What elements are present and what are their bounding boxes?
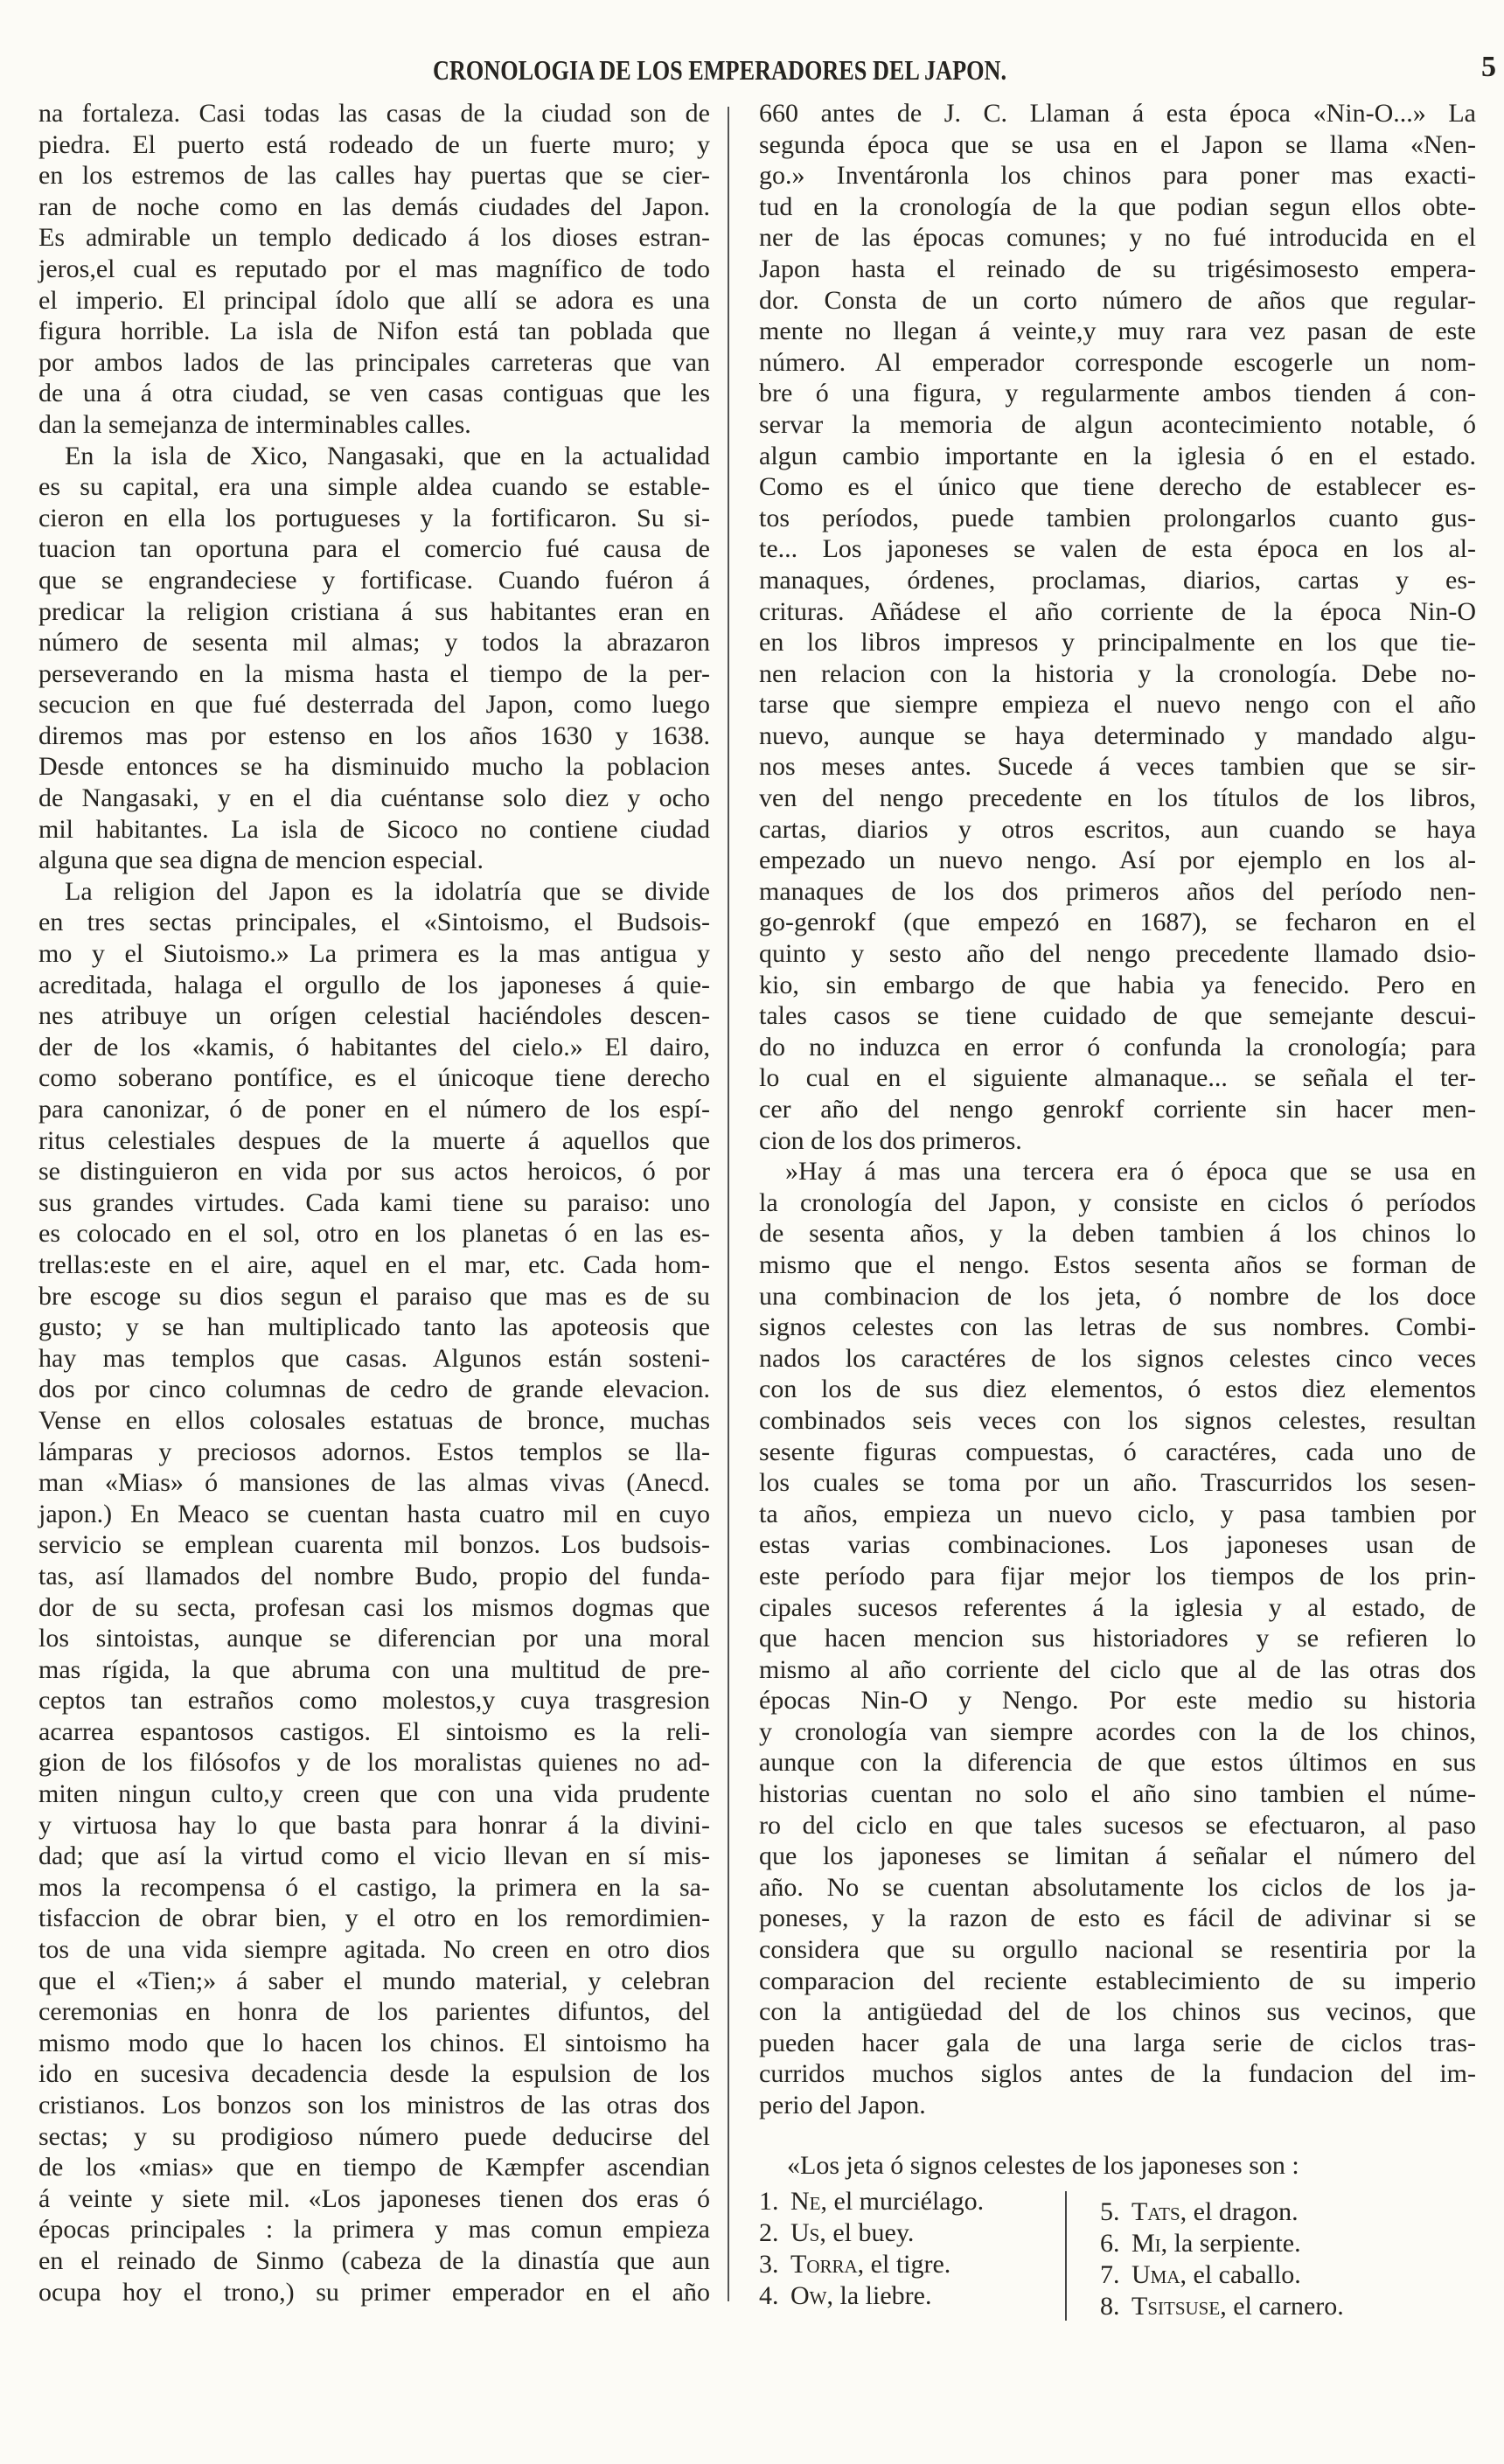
text-line: se distinguieron en vida por sus actos heroicos, ó por: [38, 1157, 710, 1187]
sign-item: [759, 2280, 984, 2312]
sign-meaning: , la liebre.: [826, 2281, 932, 2310]
text-line: ceremonias en honra de los parientes difuntos, del: [38, 1997, 710, 2027]
text-line: en el reinado de Sinmo (cabeza de la dinastía que aun: [38, 2245, 710, 2275]
text-line: mismo modo que lo hacen los chinos. El sintoismo ha: [38, 2028, 710, 2057]
text-line: es su capital, era una simple aldea cuando se estable-: [38, 472, 710, 502]
text-line: lo cual en el siguiente almanaque... se señala el ter-: [759, 1063, 1476, 1093]
text-line: mente no llegan á veinte,y muy rara vez pasan de este: [759, 317, 1476, 346]
text-line: »Hay á mas una tercera era ó época que se usa en: [785, 1157, 1476, 1187]
text-line: número. Al emperador corresponde escogerle un nom-: [759, 347, 1476, 377]
sign-number: 2.: [759, 2218, 779, 2247]
text-line: algun cambio importante en la iglesia ó en el estado.: [759, 441, 1476, 470]
sign-number: 6.: [1100, 2229, 1120, 2258]
text-line: de Nangasaki, y en el dia cuéntanse solo diez y ocho: [38, 783, 710, 813]
text-line: ido en sucesiva decadencia desde la espulsion de los: [38, 2059, 710, 2089]
text-line: Es admirable un templo dedicado á los dioses estran-: [38, 223, 710, 253]
text-line: de una á otra ciudad, se ven casas contiguas que les: [38, 379, 710, 408]
text-line: nuevo, aunque se haya determinado y mandado algu-: [759, 720, 1476, 750]
signs-list-a: [759, 2186, 984, 2312]
text-line: es colocado en el sol, otro en los planetas ó en las es-: [38, 1219, 710, 1249]
text-line: con la antigüedad del de los chinos sus vecinos, que: [759, 1997, 1476, 2027]
sign-name: Ow: [790, 2281, 827, 2310]
text-line: que se engrandeciese y fortificase. Cuando fuéron á: [38, 565, 710, 595]
text-line: dor de su secta, profesan casi los mismos dogmas que: [38, 1592, 710, 1622]
text-line: diremos mas por estenso en los años 1630 y 1638.: [38, 720, 710, 750]
text-line: miten ningun culto,y creen que con una vida prudente: [38, 1779, 710, 1809]
text-line: el imperio. El principal ídolo que allí se adora es una: [38, 285, 710, 315]
text-line: servicio se emplean cuarenta mil bonzos. Los budsois-: [38, 1530, 710, 1560]
text-line: este período para fijar mejor los tiempos de los prin-: [759, 1561, 1476, 1590]
text-line: épocas principales : la primera y mas comun empieza: [38, 2215, 710, 2245]
sign-meaning: , el dragon.: [1180, 2197, 1299, 2226]
sign-item: [759, 2217, 984, 2249]
text-line: de los «mias» que en tiempo de Kæmpfer ascendian: [38, 2153, 710, 2182]
text-line: mas rígida, la que abruma con una multitud de pre-: [38, 1654, 710, 1684]
sign-name: Uma: [1131, 2260, 1180, 2289]
text-line: con los de sus diez elementos, ó estos diez elementos: [759, 1375, 1476, 1404]
text-line: nen relacion con la historia y la cronología. Debe no-: [759, 658, 1476, 688]
text-line: tud en la cronología de la que podian segun ellos obte-: [759, 191, 1476, 221]
text-line: cristianos. Los bonzos son los ministros de las otras dos: [38, 2091, 710, 2119]
text-line: perseverando en la misma hasta el tiempo de la per-: [38, 658, 710, 688]
text-line: te... Los japoneses se valen de esta época en los al-: [759, 534, 1476, 564]
text-line: por ambos lados de las principales carreteras que van: [38, 347, 710, 377]
text-line: man «Mias» ó mansiones de las almas vivas (Anecd.: [38, 1468, 710, 1498]
text-line: y cronología van siempre acordes con la de los chinos,: [759, 1716, 1476, 1746]
text-line: épocas Nin-O y Nengo. Por este medio su historia: [759, 1686, 1476, 1716]
text-line: año. No se cuentan absolutamente los ciclos de los ja-: [759, 1872, 1476, 1902]
text-line: acarrea espantosos castigos. El sintoismo es la reli-: [38, 1716, 710, 1746]
text-line: á veinte y siete mil. «Los japoneses tienen dos eras ó: [38, 2183, 710, 2213]
text-line: dos por cinco columnas de cedro de grande elevacion.: [38, 1375, 710, 1404]
text-line: número de sesenta mil almas; y todos la abrazaron: [38, 628, 710, 658]
text-line: mismo que el nengo. Estos sesenta años se forman de: [759, 1249, 1476, 1279]
text-line: hay mas templos que casas. Algunos están sosteni-: [38, 1343, 710, 1373]
text-line: japon.) En Meaco se cuentan hasta cuatro mil en cuyo: [38, 1499, 710, 1528]
text-line: go.» Inventáronla los chinos para poner mas exacti-: [759, 161, 1476, 191]
text-line: de sesenta años, y la deben tambien á los chinos lo: [759, 1219, 1476, 1249]
text-line: historias cuentan no solo el año sino tambien el núme-: [759, 1779, 1476, 1809]
text-line: dan la semejanza de interminables calles.: [38, 409, 471, 439]
text-line: aunque con la diferencia de que estos últimos en sus: [759, 1748, 1476, 1778]
text-line: que hacen mencion sus historiadores y se refieren lo: [759, 1624, 1476, 1653]
text-line: gusto; y se han multiplicado tanto las apoteosis que: [38, 1312, 710, 1342]
text-line: mos la recompensa ó el castigo, la primera en la sa-: [38, 1872, 710, 1902]
text-line: do no induzca en error ó confunda la cronología; para: [759, 1032, 1476, 1061]
signs-list-b: [1100, 2196, 1344, 2322]
sign-number: 3.: [759, 2250, 779, 2279]
text-line: quinto y sesto año del nengo precedente llamado dsio-: [759, 939, 1476, 969]
text-line: bre ó una figura, y regularmente ambos tienden á con-: [759, 379, 1476, 408]
text-line: cipales sucesos referentes á la iglesia y al estado, de: [759, 1592, 1476, 1622]
text-line: tisfaccion de obrar bien, y el otro en los remordimien-: [38, 1904, 710, 1933]
page-header-title: CRONOLOGIA DE LOS EMPERADORES DEL JAPON.: [432, 54, 1007, 86]
text-line: en los estremos de las calles hay puertas que se cier-: [38, 161, 710, 191]
text-line: tos de una vida siempre agitada. No creen en otro dios: [38, 1935, 710, 1965]
text-line: tarse que siempre empieza el nuevo nengo con el año: [759, 690, 1476, 720]
sign-number: 7.: [1100, 2260, 1120, 2289]
sign-meaning: , la serpiente.: [1160, 2229, 1301, 2258]
text-line: figura horrible. La isla de Nifon está tan poblada que: [38, 317, 710, 346]
text-line: piedra. El puerto está rodeado de un fuerte muro; y: [38, 129, 710, 159]
sign-meaning: , el caballo.: [1180, 2260, 1301, 2289]
sign-meaning: , el murciélago.: [820, 2187, 985, 2216]
text-line: La religion del Japon es la idolatría que se divide: [65, 876, 710, 906]
signs-list-divider: [1065, 2191, 1067, 2321]
text-line: en los libros impresos y principalmente en los que tie-: [759, 628, 1476, 658]
text-line: sectas; y su prodigioso número puede deducirse del: [38, 2121, 710, 2151]
text-line: empezado un nuevo nengo. Así por ejemplo en los al-: [759, 846, 1476, 875]
text-line: que los japoneses se limitan á señalar el número del: [759, 1841, 1476, 1871]
text-line: cieron en ella los portugueses y la fortificaron. Su si-: [38, 503, 710, 532]
text-line: ro del ciclo en que tales sucesos se efectuaron, al paso: [759, 1810, 1476, 1840]
text-line: manaques, órdenes, proclamas, diarios, cartas y es-: [759, 565, 1476, 595]
text-line: ta años, empieza un nuevo ciclo, y pasa tambien por: [759, 1499, 1476, 1528]
page-number: 5: [1481, 51, 1496, 83]
text-line: cartas, diarios y otros escritos, aun cuando se haya: [759, 814, 1476, 844]
text-line: Como es el único que tiene derecho de establecer es-: [759, 472, 1476, 502]
sign-meaning: , el buey.: [819, 2218, 915, 2247]
sign-number: 8.: [1100, 2292, 1120, 2321]
text-line: ven del nengo precedente en los títulos de los libros,: [759, 783, 1476, 813]
text-line: alguna que sea digna de mencion especial.: [38, 846, 484, 875]
text-line: cion de los dos primeros.: [759, 1125, 1022, 1155]
text-line: En la isla de Xico, Nangasaki, que en la actualidad: [65, 441, 710, 470]
text-line: bre escoge su dios segun el paraiso que mas es de su: [38, 1281, 710, 1311]
text-line: estas varias combinaciones. Los japoneses usan de: [759, 1530, 1476, 1560]
text-line: secucion en que fué desterrada del Japon, como luego: [38, 690, 710, 720]
text-line: acreditada, halaga el orgullo de los japoneses á quie-: [38, 970, 710, 999]
text-line: curridos muchos siglos antes de la fundacion del im-: [759, 2059, 1476, 2089]
text-line: jeros,el cual es reputado por el mas magnífico de todo: [38, 254, 710, 283]
text-line: gion de los filósofos y de los moralistas quienes no ad-: [38, 1748, 710, 1778]
text-line: Japon hasta el reinado de su trigésimosesto empera-: [759, 254, 1476, 283]
sign-number: 4.: [759, 2281, 779, 2310]
text-line: poneses, y la razon de esto es fácil de adivinar si se: [759, 1904, 1476, 1933]
text-line: nados los caractéres de los signos celestes cinco veces: [759, 1343, 1476, 1373]
text-line: dad; que así la virtud como el vicio llevan en sí mis-: [38, 1841, 710, 1871]
text-line: Desde entonces se ha disminuido mucho la poblacion: [38, 752, 710, 782]
text-line: comparacion del reciente establecimiento de su imperio: [759, 1966, 1476, 1995]
text-line: ritus celestiales despues de la muerte á aquellos que: [38, 1125, 710, 1155]
sign-name: Tats: [1131, 2197, 1180, 2226]
sign-meaning: , el tigre.: [857, 2250, 951, 2279]
text-line: lámparas y preciosos adornos. Estos templos se lla-: [38, 1437, 710, 1466]
text-line: der de los «kamis, ó habitantes del cielo.» El dairo,: [38, 1032, 710, 1061]
text-line: go-genrokf (que empezó en 1687), se fecharon en el: [759, 908, 1476, 937]
text-line: mismo al año corriente del ciclo que al de las otras dos: [759, 1654, 1476, 1684]
left-column: [38, 98, 710, 2307]
sign-name: Torra: [790, 2250, 858, 2279]
text-line: segunda época que se usa en el Japon se llama «Nen-: [759, 129, 1476, 159]
text-line: nes atribuye un orígen celestial haciéndoles descen-: [38, 1001, 710, 1031]
text-line: ceptos tan estraños como molestos,y cuya trasgresion: [38, 1686, 710, 1716]
text-line: los sintoistas, aunque se diferencian por una moral: [38, 1624, 710, 1653]
text-line: servar la memoria de algun acontecimiento notable, ó: [759, 409, 1476, 439]
text-line: ner de las épocas comunes; y no fué introducida en el: [759, 223, 1476, 253]
text-line: tos períodos, puede tambien prolongarlos cuanto gus-: [759, 503, 1476, 532]
text-line: sus grandes virtudes. Cada kami tiene su paraiso: uno: [38, 1187, 710, 1217]
text-line: para canonizar, ó de poner en el número de los espí-: [38, 1095, 710, 1124]
sign-number: 1.: [759, 2187, 779, 2216]
text-line: combinados seis veces con los signos celestes, resultan: [759, 1405, 1476, 1435]
text-line: ran de noche como en las demás ciudades del Japon.: [38, 191, 710, 221]
text-line: 660 antes de J. C. Llaman á esta época «Nin-O...» La: [759, 99, 1476, 128]
text-line: signos celestes con las letras de sus nombres. Combi-: [759, 1312, 1476, 1342]
sign-item: [759, 2249, 984, 2280]
text-line: Vense en ellos colosales estatuas de bronce, muchas: [38, 1405, 710, 1435]
right-column: [759, 98, 1476, 2121]
text-line: sesente figuras compuestas, ó caractéres, cada uno de: [759, 1437, 1476, 1466]
text-line: mo y el Siutoismo.» La primera es la mas antigua y: [38, 939, 710, 969]
sign-name: Tsitsuse: [1131, 2292, 1221, 2321]
text-line: que el «Tien;» á saber el mundo material, y celebran: [38, 1966, 710, 1995]
sign-name: Us: [790, 2218, 820, 2247]
text-line: en tres sectas principales, el «Sintoismo, el Budsois-: [38, 908, 710, 937]
text-line: perio del Japon.: [759, 2091, 926, 2119]
text-line: kio, sin embargo de que habia ya fenecido. Pero en: [759, 970, 1476, 999]
text-line: nos meses antes. Sucede á veces tambien que se sir-: [759, 752, 1476, 782]
text-line: predicar la religion cristiana á sus habitantes eran en: [38, 596, 710, 626]
signs-intro: «Los jeta ó signos celestes de los japoneses son :: [787, 2151, 1299, 2180]
text-line: manaques de los dos primeros años del período nen-: [759, 876, 1476, 906]
text-line: considera que su orgullo nacional se resentiria por la: [759, 1935, 1476, 1965]
text-line: crituras. Añádese el año corriente de la época Nin-O: [759, 596, 1476, 626]
text-line: na fortaleza. Casi todas las casas de la ciudad son de: [38, 99, 710, 128]
sign-name: Ne: [790, 2187, 821, 2216]
text-line: cer año del nengo genrokf corriente sin hacer men-: [759, 1095, 1476, 1124]
column-divider: [728, 107, 729, 2301]
sign-item: [1100, 2259, 1344, 2291]
text-line: tales casos se tiene cuidado de que semejante descui-: [759, 1001, 1476, 1031]
text-line: la cronología del Japon, y consiste en ciclos ó períodos: [759, 1187, 1476, 1217]
text-line: pueden hacer gala de una larga serie de ciclos tras-: [759, 2028, 1476, 2057]
text-line: los cuales se toma por un año. Trascurridos los sesen-: [759, 1468, 1476, 1498]
sign-item: [1100, 2196, 1344, 2228]
text-line: mil habitantes. La isla de Sicoco no contiene ciudad: [38, 814, 710, 844]
sign-meaning: , el carnero.: [1220, 2292, 1344, 2321]
text-line: ocupa hoy el trono,) su primer emperador en el año: [38, 2277, 710, 2307]
sign-item: [1100, 2291, 1344, 2322]
text-line: como soberano pontífice, es el únicoque tiene derecho: [38, 1063, 710, 1093]
text-line: trellas:este en el aire, aquel en el mar, etc. Cada hom-: [38, 1249, 710, 1279]
sign-item: [1100, 2228, 1344, 2259]
text-line: y virtuosa hay lo que basta para honrar á la divini-: [38, 1810, 710, 1840]
text-line: dor. Consta de un corto número de años que regular-: [759, 285, 1476, 315]
text-line: tuacion tan oportuna para el comercio fué causa de: [38, 534, 710, 564]
text-line: una combinacion de los jeta, ó nombre de los doce: [759, 1281, 1476, 1311]
sign-number: 5.: [1100, 2197, 1120, 2226]
text-line: tas, así llamados del nombre Budo, propio del funda-: [38, 1561, 710, 1590]
sign-item: [759, 2186, 984, 2217]
sign-name: Mi: [1131, 2229, 1161, 2258]
